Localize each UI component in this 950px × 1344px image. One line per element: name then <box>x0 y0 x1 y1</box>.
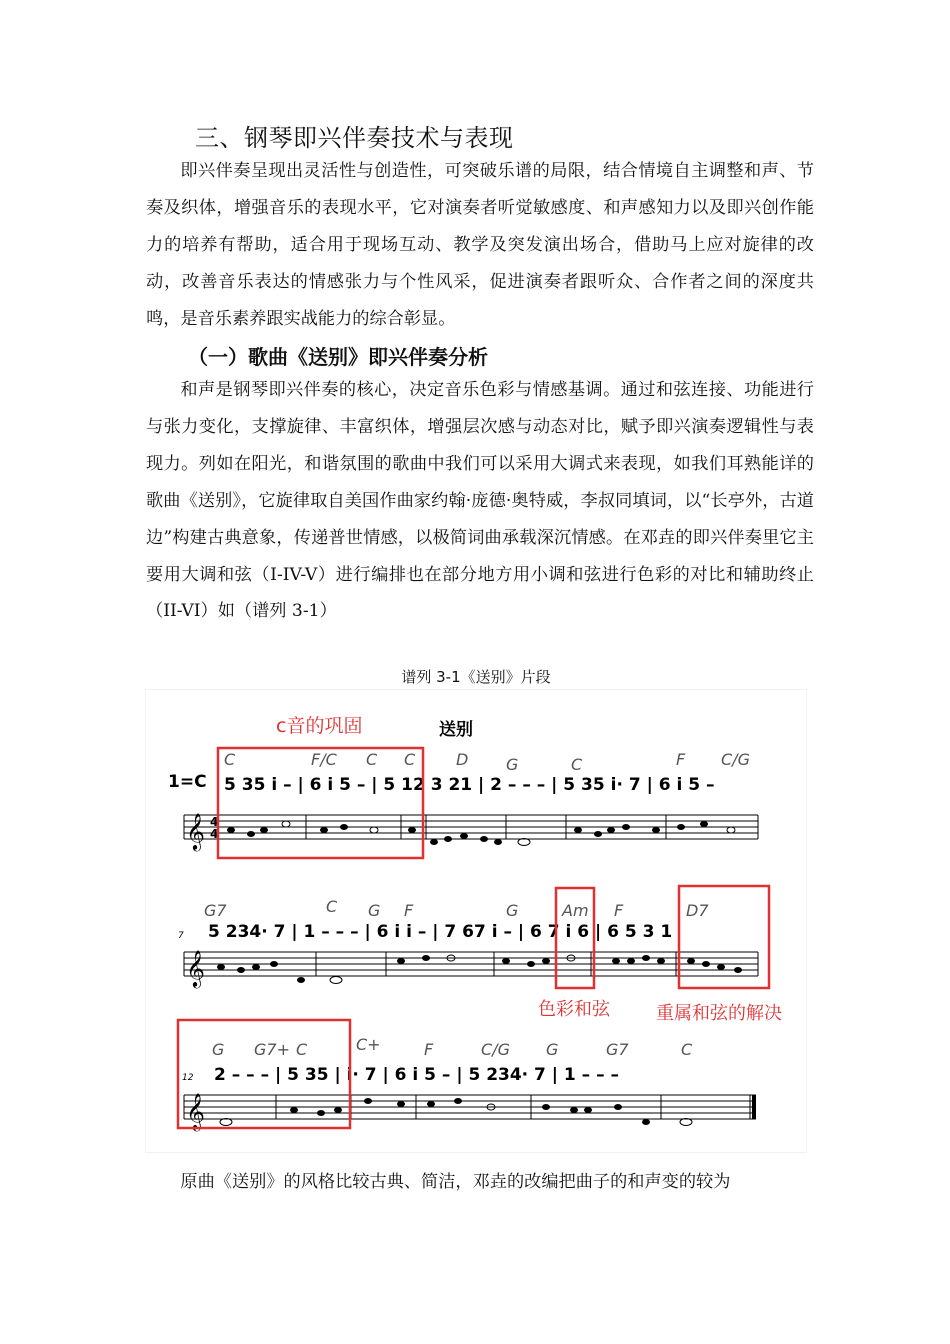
jianpu-line: 2 – – – | 5 35 | i· 7 | 6 i 5 – | 5 234· 7 | 1 – – – <box>214 1065 620 1085</box>
chord-label: F <box>614 901 624 920</box>
chord-label: G <box>506 901 519 920</box>
score-figure <box>146 690 806 1152</box>
measure-number: 12 <box>182 1073 194 1083</box>
chord-label: G <box>368 901 381 920</box>
treble-clef-icon: 𝄞 <box>186 1092 205 1130</box>
time-signature-bottom: 4 <box>210 827 219 841</box>
section-heading: 三、钢琴即兴伴奏技术与表现 <box>195 124 514 152</box>
chord-label: C/G <box>721 750 750 769</box>
chord-label: F <box>404 901 414 920</box>
chord-label: D <box>456 750 469 769</box>
score-title: 送别 <box>439 720 473 740</box>
chord-label: F <box>676 750 686 769</box>
annotation-label: 色彩和弦 <box>538 999 610 1020</box>
chord-label: C/G <box>481 1040 510 1059</box>
final-barline <box>752 1095 756 1119</box>
chord-label: C <box>571 755 583 774</box>
chord-label: C <box>224 750 236 769</box>
annotation-label: 重属和弦的解决 <box>656 1003 782 1024</box>
chord-label: C+ <box>356 1035 381 1054</box>
paragraph-harmony: 和声是钢琴即兴伴奏的核心，决定音乐色彩与情感基调。通过和弦连接、功能进行与张力变化，支撑旋律、丰富织体，增强层次感与动态对比，赋予即兴演奏逻辑性与表现力。列如在阳光，和谐氛围的歌曲中我们可以采用大调式来表现，如我们耳熟能详的歌曲《送别》，它旋律取自美国作曲家约翰·庞德·奥特威，李叔同填词，以“长亭外，古道边”构建古典意象，传递普世情感，以极简词曲承载深沉情感。在邓垚的即兴伴奏里它主要用大调和弦（I-IV-V）进行编排也在部分地方用小调和弦进行色彩的对比和辅助终止（II-VI）如（谱列 3-1） <box>146 380 814 622</box>
chord-label: C <box>326 897 338 916</box>
chord-label: G7 <box>606 1040 629 1059</box>
treble-clef-icon: 𝄞 <box>186 812 205 850</box>
paragraph-intro: 即兴伴奏呈现出灵活性与创造性，可突破乐谱的局限，结合情境自主调整和声、节奏及织体，增强音乐的表现水平，它对演奏者听觉敏感度、和声感知力以及即兴创作能力的培养有帮助，适合用于现场互动、教学及突发演出场合，借助马上应对旋律的改动，改善音乐表达的情感张力与个性风采，促进演奏者跟听众、合作者之间的深度共鸣，是音乐素养跟实战能力的综合彰显。 <box>146 161 814 329</box>
chord-label: F/C <box>311 750 337 769</box>
jianpu-line: 5 35 i – | 6 i 5 – | 5 12 3 21 | 2 – – – | 5 35 i· 7 | 6 i 5 – <box>224 775 715 795</box>
annotation-label: c音的巩固 <box>276 715 363 737</box>
score-svg <box>146 690 806 1152</box>
paragraph-continuation: 原曲《送别》的风格比较古典、简洁，邓垚的改编把曲子的和声变的较为 <box>180 1172 731 1192</box>
figure-caption: 谱列 3-1《送别》片段 <box>401 668 551 686</box>
chord-label: G <box>546 1040 559 1059</box>
chord-label: F <box>424 1040 434 1059</box>
score-row-3 <box>178 1020 756 1131</box>
score-key: 1=C <box>168 772 207 792</box>
subsection-heading: （一）歌曲《送别》即兴伴奏分析 <box>188 345 488 369</box>
chord-label: G <box>212 1040 225 1059</box>
staff-3 <box>184 1092 756 1131</box>
chord-label: Am <box>562 901 589 920</box>
chord-label: G7 <box>204 901 227 920</box>
chord-label: C <box>296 1040 308 1059</box>
chord-label: D7 <box>686 901 709 920</box>
jianpu-line: 5 234· 7 | 1 – – – | 6 i i – | 7 67 i – | 6 7 i 6 | 6 5 3 1 <box>208 922 673 942</box>
score-row-2 <box>178 886 782 1024</box>
measure-number: 7 <box>178 931 184 941</box>
staff-2 <box>184 949 758 988</box>
treble-clef-icon: 𝄞 <box>186 949 205 987</box>
chord-label: C <box>681 1040 693 1059</box>
chord-label: G <box>506 755 519 774</box>
chord-label: C <box>404 750 416 769</box>
staff-1 <box>184 812 758 851</box>
chord-label: C <box>366 750 378 769</box>
chord-label: G7+ <box>254 1040 290 1059</box>
time-signature-top: 4 <box>210 815 219 829</box>
